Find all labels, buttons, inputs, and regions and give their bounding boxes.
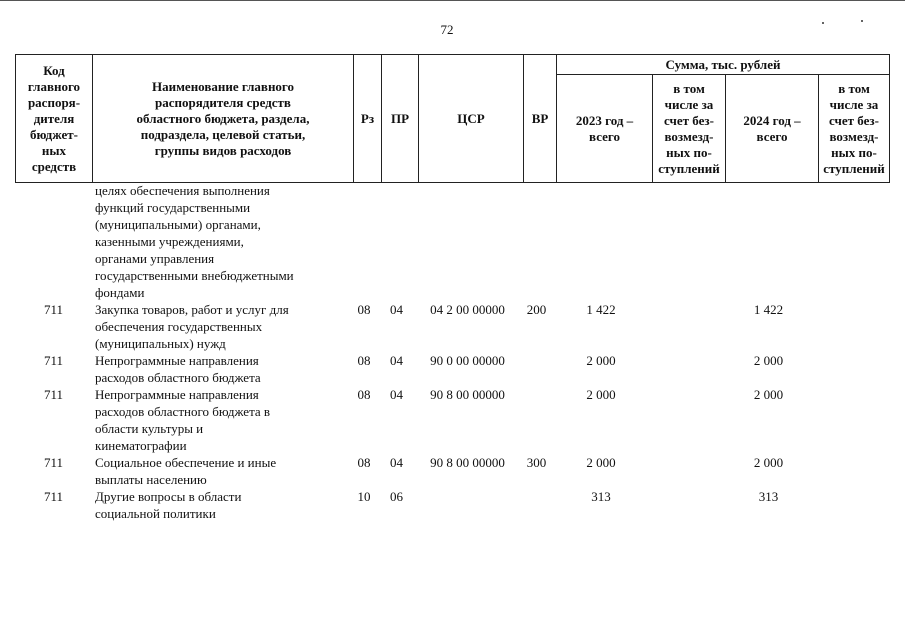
- row-csr: [415, 488, 520, 522]
- header-2023-total-line: 2023 год –: [575, 112, 634, 128]
- row-free-2024: [815, 301, 889, 352]
- header-2024-free-line: ных по-: [831, 144, 877, 160]
- row-csr: 90 0 00 00000: [430, 353, 505, 368]
- row-name-line: кинематографии: [95, 438, 187, 453]
- row-name-line: выплаты населению: [95, 472, 207, 487]
- header-2024-free-line: возмезд-: [829, 128, 879, 144]
- row-free-2023: [649, 454, 722, 488]
- header-code: [16, 55, 93, 183]
- row-sum-2024: [722, 182, 815, 301]
- row-free-2024: [815, 454, 889, 488]
- row-name: [92, 488, 350, 522]
- table-row: [15, 182, 889, 301]
- row-free-2024: [815, 352, 889, 386]
- header-2024-total-line: 2024 год –: [743, 112, 801, 128]
- header-code-line: дителя: [33, 110, 75, 126]
- row-rz: 08: [357, 455, 371, 470]
- page-number: 72: [440, 22, 454, 37]
- row-name: [92, 352, 350, 386]
- table-row: [15, 352, 889, 386]
- header-name-line: подраздела, целевой статьи,: [140, 126, 306, 142]
- row-pr: 04: [390, 387, 403, 402]
- row-code: 711: [43, 489, 64, 504]
- header-2023-free-line: в том: [673, 80, 705, 96]
- row-rz: [350, 182, 378, 301]
- row-sum-2024: 1 422: [753, 302, 784, 317]
- row-name-line: Другие вопросы в области: [95, 489, 242, 504]
- row-pr: 06: [390, 489, 403, 504]
- header-2024-free-line: числе за: [829, 96, 879, 112]
- row-free-2023: [649, 386, 722, 454]
- row-name-line: государственными внебюджетными: [95, 268, 294, 283]
- row-name-line: обеспечения государственных: [95, 319, 263, 334]
- header-name-line: Наименование главного: [151, 78, 295, 94]
- header-2023-total-line: всего: [589, 128, 620, 144]
- header-csr: ЦСР: [419, 55, 524, 183]
- header-2024-free-line: ступлений: [823, 160, 885, 176]
- scan-speck: [822, 22, 824, 24]
- row-vr: [520, 386, 553, 454]
- row-sum-2023: [553, 182, 649, 301]
- row-name: [92, 386, 350, 454]
- header-code-line: средств: [31, 158, 77, 174]
- row-sum-2024: 2 000: [753, 455, 784, 470]
- row-name-line: Закупка товаров, работ и услуг для: [95, 302, 289, 317]
- header-vr: ВР: [524, 55, 557, 183]
- row-code: 711: [43, 387, 64, 402]
- header-rz: Рз: [354, 55, 382, 183]
- row-sum-2023: 2 000: [586, 455, 616, 470]
- table-header: [15, 54, 890, 183]
- table-row: [15, 301, 889, 352]
- row-name-line: социальной политики: [95, 506, 216, 521]
- row-free-2023: [649, 352, 722, 386]
- row-name: [92, 301, 350, 352]
- header-2024-free-line: счет без-: [829, 112, 879, 128]
- header-name-line: группы видов расходов: [154, 142, 292, 158]
- row-vr: [520, 488, 553, 522]
- row-vr: [520, 352, 553, 386]
- row-pr: 04: [390, 302, 403, 317]
- row-code: 711: [43, 302, 64, 317]
- header-name-line: областного бюджета, раздела,: [136, 110, 310, 126]
- header-code-line: ных: [41, 142, 67, 158]
- row-name-line: целях обеспечения выполнения: [95, 183, 270, 198]
- row-name-line: Непрограммные направления: [95, 353, 259, 368]
- table-body: [15, 182, 889, 522]
- row-name-line: (муниципальными) органами,: [95, 217, 261, 232]
- row-sum-2024: 2 000: [753, 387, 784, 402]
- row-rz: 08: [357, 387, 371, 402]
- header-code-line: главного: [27, 78, 81, 94]
- header-2023-free-line: счет без-: [664, 112, 714, 128]
- row-csr: 04 2 00 00000: [430, 302, 505, 317]
- row-rz: 10: [357, 489, 371, 504]
- header-2024-free-line: в том: [838, 80, 870, 96]
- row-vr: 300: [526, 455, 547, 470]
- row-name-line: расходов областного бюджета: [95, 370, 261, 385]
- row-free-2023: [649, 301, 722, 352]
- header-name: [93, 55, 354, 183]
- row-pr: 04: [390, 455, 403, 470]
- row-name-line: области культуры и: [95, 421, 204, 436]
- row-sum-2023: 1 422: [586, 302, 616, 317]
- row-free-2023: [649, 488, 722, 522]
- row-name-line: расходов областного бюджета в: [95, 404, 271, 419]
- header-code-line: бюджет-: [29, 126, 78, 142]
- row-name-line: Социальное обеспечение и иные: [95, 455, 277, 470]
- row-pr: 04: [390, 353, 403, 368]
- table-row: [15, 454, 889, 488]
- row-vr: [520, 182, 553, 301]
- row-name-line: фондами: [95, 285, 145, 300]
- row-sum-2023: 2 000: [586, 353, 616, 368]
- header-code-line: Код: [43, 62, 65, 78]
- top-scan-edge: [0, 0, 905, 1]
- row-free-2024: [815, 182, 889, 301]
- row-code: 711: [43, 455, 64, 470]
- row-csr: [415, 182, 520, 301]
- header-sum-group: Сумма, тыс. рублей: [557, 55, 890, 75]
- row-sum-2023: 2 000: [586, 387, 616, 402]
- row-sum-2024: 313: [758, 489, 779, 504]
- row-free-2024: [815, 386, 889, 454]
- row-name-line: Непрограммные направления: [95, 387, 259, 402]
- table-row: [15, 488, 889, 522]
- header-code-line: распоря-: [27, 94, 81, 110]
- header-name-line: распорядителя средств: [155, 94, 291, 110]
- header-2023-free-line: возмезд-: [664, 128, 714, 144]
- row-name-line: функций государственными: [95, 200, 251, 215]
- row-name: [92, 182, 350, 301]
- header-2024-free: [819, 75, 890, 183]
- row-code: 711: [43, 353, 64, 368]
- row-free-2024: [815, 488, 889, 522]
- row-csr: 90 8 00 00000: [430, 387, 505, 402]
- row-sum-2024: 2 000: [753, 353, 784, 368]
- row-name-line: (муниципальных) нужд: [95, 336, 226, 351]
- row-name-line: органами управления: [95, 251, 215, 266]
- header-2024-total-line: всего: [756, 128, 788, 144]
- table-row: [15, 386, 889, 454]
- row-code: [15, 182, 92, 301]
- row-rz: 08: [357, 353, 371, 368]
- header-2023-total: [557, 75, 653, 183]
- header-2024-total: [726, 75, 819, 183]
- row-name-line: казенными учреждениями,: [95, 234, 244, 249]
- row-free-2023: [649, 182, 722, 301]
- header-2023-free-line: числе за: [664, 96, 714, 112]
- row-pr: [378, 182, 415, 301]
- row-name: [92, 454, 350, 488]
- row-vr: 200: [526, 302, 547, 317]
- header-2023-free-line: ных по-: [666, 144, 712, 160]
- row-csr: 90 8 00 00000: [430, 455, 505, 470]
- row-rz: 08: [357, 302, 371, 317]
- header-2023-free: [653, 75, 726, 183]
- header-pr: ПР: [382, 55, 419, 183]
- header-2023-free-line: ступлений: [658, 160, 720, 176]
- row-sum-2023: 313: [591, 489, 611, 504]
- scan-speck: [861, 20, 863, 22]
